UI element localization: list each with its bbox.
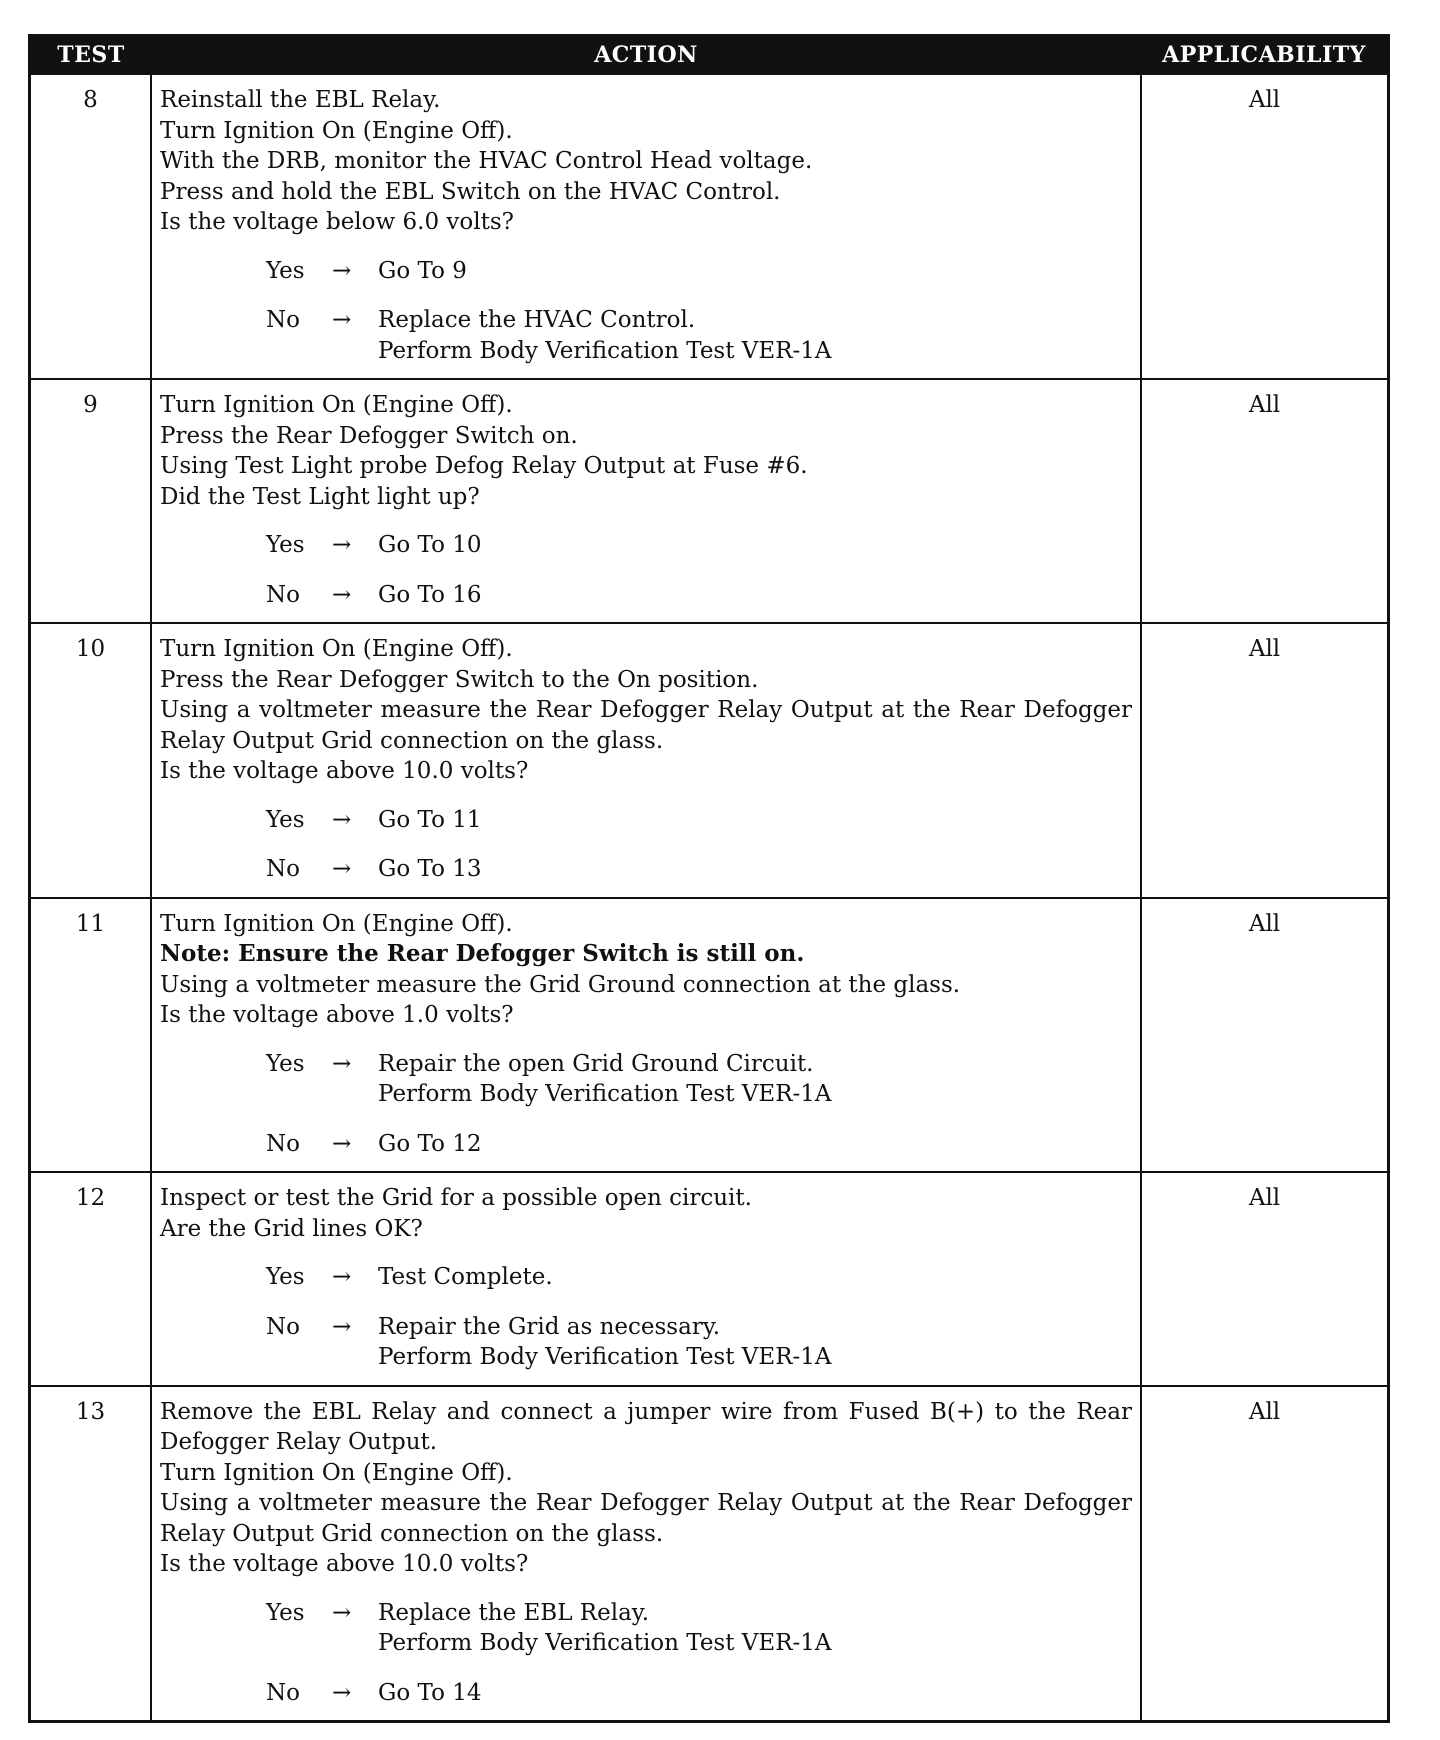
outcome-result	[378, 256, 1132, 287]
outcome-answer: No	[266, 581, 300, 608]
outcome-result	[378, 1262, 1132, 1293]
outcome-answer: No	[266, 1679, 300, 1706]
outcome-result	[378, 1129, 1132, 1160]
outcome-result-line: Go To 14	[378, 1679, 482, 1706]
outcome-result	[378, 580, 1132, 611]
action-step: Turn Ignition On (Engine Off).	[160, 636, 513, 662]
action-cell	[151, 74, 1141, 379]
applicability-value: All	[1141, 1172, 1387, 1386]
test-number: 8	[31, 74, 151, 379]
outcome-result-line: Perform Body Verification Test VER-1A	[378, 1630, 832, 1656]
outcome-yes	[160, 256, 1132, 287]
outcomes	[160, 256, 1132, 367]
action-step: Using a voltmeter measure the Rear Defogger Relay Output at the Rear Defogger Relay Output Grid connection on the glass.	[160, 1490, 1132, 1547]
outcome-no	[160, 854, 1132, 885]
arrow-right-icon: →	[332, 1050, 352, 1077]
outcome-yes	[160, 1049, 1132, 1110]
action-cell	[151, 898, 1141, 1173]
action-step: Did the Test Light light up?	[160, 483, 480, 510]
test-row	[31, 1172, 1387, 1386]
outcome-answer: No	[266, 1130, 300, 1157]
outcome-answer: Yes	[266, 806, 305, 833]
outcome-answer: Yes	[266, 532, 305, 558]
action-step: Is the voltage above 1.0 volts?	[160, 1002, 514, 1028]
arrow-right-icon: →	[332, 1679, 352, 1706]
action-step: Note: Ensure the Rear Defogger Switch is still on.	[160, 940, 805, 967]
outcome-result-line: Repair the open Grid Ground Circuit.	[378, 1050, 814, 1077]
outcome-answer: No	[266, 307, 300, 333]
applicability-value: All	[1141, 1386, 1387, 1721]
outcome-result	[378, 854, 1132, 885]
outcome-answer: No	[266, 856, 300, 882]
outcome-yes	[160, 805, 1132, 836]
outcomes	[160, 1598, 1132, 1709]
test-number: 9	[31, 379, 151, 623]
outcome-answer: Yes	[266, 257, 305, 284]
table-header	[31, 37, 1387, 74]
arrow-right-icon: →	[332, 806, 352, 833]
outcome-no	[160, 1678, 1132, 1709]
outcome-result-line: Perform Body Verification Test VER-1A	[378, 1344, 832, 1370]
action-step: Using a voltmeter measure the Rear Defogger Relay Output at the Rear Defogger Relay Output Grid connection on the glass.	[160, 697, 1132, 754]
arrow-right-icon: →	[332, 1313, 352, 1340]
outcome-result-line: Go To 10	[378, 532, 482, 558]
outcome-yes	[160, 530, 1132, 561]
test-number: 11	[31, 898, 151, 1173]
action-step: Is the voltage below 6.0 volts?	[160, 209, 514, 235]
arrow-right-icon: →	[332, 257, 352, 284]
test-row	[31, 74, 1387, 379]
outcome-answer: Yes	[266, 1050, 305, 1077]
action-step: Turn Ignition On (Engine Off).	[160, 117, 513, 144]
outcomes	[160, 530, 1132, 610]
outcome-result	[378, 1049, 1132, 1110]
action-step: Turn Ignition On (Engine Off).	[160, 1459, 513, 1486]
outcomes	[160, 805, 1132, 885]
arrow-right-icon: →	[332, 307, 352, 333]
test-number: 10	[31, 623, 151, 898]
test-row	[31, 623, 1387, 898]
applicability-value: All	[1141, 379, 1387, 623]
header-applicability: APPLICABILITY	[1141, 37, 1387, 74]
test-row	[31, 1386, 1387, 1721]
outcome-result	[378, 805, 1132, 836]
outcomes	[160, 1049, 1132, 1160]
arrow-right-icon: →	[332, 856, 352, 882]
outcome-no	[160, 580, 1132, 611]
outcome-no	[160, 1312, 1132, 1373]
outcome-yes	[160, 1598, 1132, 1659]
outcomes	[160, 1262, 1132, 1373]
test-row	[31, 379, 1387, 623]
action-step: Are the Grid lines OK?	[160, 1215, 423, 1242]
action-step: Inspect or test the Grid for a possible open circuit.	[160, 1185, 752, 1211]
outcome-result-line: Go To 16	[378, 581, 482, 608]
action-cell	[151, 379, 1141, 623]
table-body	[31, 74, 1387, 1720]
action-cell	[151, 1172, 1141, 1386]
outcome-result-line: Go To 12	[378, 1130, 482, 1157]
action-step: With the DRB, monitor the HVAC Control Head voltage.	[160, 148, 813, 174]
arrow-right-icon: →	[332, 581, 352, 608]
action-step: Is the voltage above 10.0 volts?	[160, 1551, 529, 1577]
action-step: Turn Ignition On (Engine Off).	[160, 392, 513, 418]
outcome-result-line: Repair the Grid as necessary.	[378, 1313, 721, 1340]
diagnostic-table-frame	[28, 34, 1390, 1723]
outcome-result	[378, 1598, 1132, 1659]
arrow-right-icon: →	[332, 1264, 352, 1290]
outcome-result-line: Test Complete.	[378, 1264, 553, 1290]
action-step: Turn Ignition On (Engine Off).	[160, 910, 513, 937]
outcome-result	[378, 1312, 1132, 1373]
arrow-right-icon: →	[332, 1130, 352, 1157]
applicability-value: All	[1141, 623, 1387, 898]
test-number: 13	[31, 1386, 151, 1721]
applicability-value: All	[1141, 74, 1387, 379]
outcome-answer: No	[266, 1313, 300, 1340]
outcome-answer: Yes	[266, 1599, 305, 1626]
action-steps	[160, 634, 1132, 787]
outcome-no	[160, 305, 1132, 366]
action-step: Press the Rear Defogger Switch on.	[160, 422, 578, 449]
action-cell	[151, 623, 1141, 898]
action-step: Using a voltmeter measure the Grid Ground connection at the glass.	[160, 971, 961, 998]
outcome-result	[378, 530, 1132, 561]
action-step: Press the Rear Defogger Switch to the On position.	[160, 666, 759, 693]
action-steps	[160, 1183, 1132, 1244]
action-steps	[160, 909, 1132, 1031]
header-test: TEST	[31, 37, 151, 74]
action-steps	[160, 390, 1132, 512]
outcome-result-line: Replace the HVAC Control.	[378, 307, 696, 333]
applicability-value: All	[1141, 898, 1387, 1173]
action-step: Press and hold the EBL Switch on the HVAC Control.	[160, 178, 781, 205]
outcome-result	[378, 1678, 1132, 1709]
outcome-result-line: Go To 9	[378, 257, 467, 284]
action-steps	[160, 85, 1132, 238]
action-step: Is the voltage above 10.0 volts?	[160, 758, 529, 784]
outcome-result	[378, 305, 1132, 366]
outcome-result-line: Go To 11	[378, 806, 482, 833]
arrow-right-icon: →	[332, 532, 352, 558]
arrow-right-icon: →	[332, 1599, 352, 1626]
action-cell	[151, 1386, 1141, 1721]
outcome-result-line: Perform Body Verification Test VER-1A	[378, 1081, 832, 1107]
outcome-result-line: Perform Body Verification Test VER-1A	[378, 337, 832, 364]
outcome-result-line: Go To 13	[378, 856, 482, 882]
test-row	[31, 898, 1387, 1173]
outcome-result-line: Replace the EBL Relay.	[378, 1599, 650, 1626]
outcome-answer: Yes	[266, 1264, 305, 1290]
test-number: 12	[31, 1172, 151, 1386]
action-step: Using Test Light probe Defog Relay Output at Fuse #6.	[160, 453, 808, 479]
action-step: Remove the EBL Relay and connect a jumper wire from Fused B(+) to the Rear Defogger Relay Output.	[160, 1398, 1132, 1455]
header-action: ACTION	[151, 37, 1141, 74]
diagnostic-table	[31, 37, 1387, 1720]
outcome-yes	[160, 1262, 1132, 1293]
action-steps	[160, 1397, 1132, 1580]
action-step: Reinstall the EBL Relay.	[160, 87, 441, 113]
outcome-no	[160, 1129, 1132, 1160]
